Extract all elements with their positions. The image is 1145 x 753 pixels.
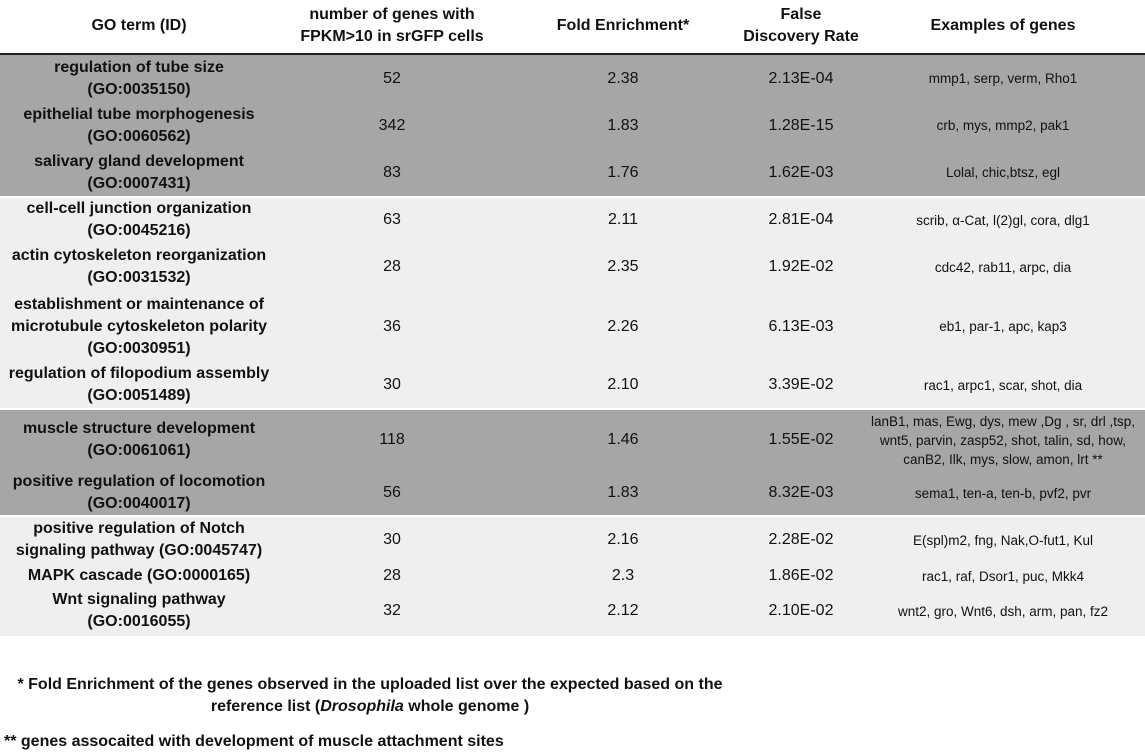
table-row xyxy=(0,197,1145,243)
table-header xyxy=(0,0,1145,52)
species-name: Drosophila xyxy=(320,698,404,715)
table-row xyxy=(0,362,1145,408)
go-term-cell: regulation of tube size (GO:0035150) xyxy=(54,58,224,98)
gene-count-cell: 28 xyxy=(383,567,401,584)
fold-enrichment-cell: 1.83 xyxy=(607,484,639,501)
fold-enrichment-cell: 2.11 xyxy=(608,211,638,228)
go-term-cell: salivary gland development (GO:0007431) xyxy=(34,152,244,192)
examples-cell: Lolal, chic,btsz, egl xyxy=(945,165,1061,180)
go-term-cell: regulation of filopodium assembly (GO:0051489) xyxy=(8,365,270,404)
header-examples: Examples of genes xyxy=(930,17,1076,34)
go-term-cell: epithelial tube morphogenesis (GO:0060562) xyxy=(23,105,255,145)
table-row xyxy=(0,149,1145,196)
gene-count-cell: 83 xyxy=(383,163,401,181)
table-row xyxy=(0,409,1145,471)
examples-cell: wnt2, gro, Wnt6, dsh, arm, pan, fz2 xyxy=(897,603,1109,619)
examples-cell: crb, mys, mmp2, pak1 xyxy=(936,118,1070,133)
fold-enrichment-cell: 1.76 xyxy=(607,163,639,181)
table-row xyxy=(0,471,1145,515)
examples-cell: scrib, α-Cat, l(2)gl, cora, dlg1 xyxy=(916,212,1090,228)
go-term-cell: Wnt signaling pathway (GO:0016055) xyxy=(52,591,226,630)
fold-enrichment-cell: 2.12 xyxy=(607,602,639,619)
gene-count-cell: 52 xyxy=(383,69,401,87)
gene-count-cell: 118 xyxy=(379,431,405,448)
go-term-cell: MAPK cascade (GO:0000165) xyxy=(27,567,251,584)
examples-cell: E(spl)m2, fng, Nak,O-fut1, Kul xyxy=(912,532,1094,548)
table-row xyxy=(0,102,1145,149)
header-fdr: False Discovery Rate xyxy=(743,6,859,45)
fdr-cell: 2.13E-04 xyxy=(768,69,834,87)
go-term-cell: positive regulation of Notch signaling pathway (GO:0045747) xyxy=(15,520,263,559)
gene-count-cell: 36 xyxy=(383,317,401,335)
table-row xyxy=(0,516,1145,564)
fold-enrichment-cell: 1.46 xyxy=(607,431,639,448)
header-fold-enrichment: Fold Enrichment* xyxy=(556,17,690,34)
fdr-cell: 1.28E-15 xyxy=(768,116,834,134)
go-term-cell: muscle structure development (GO:0061061) xyxy=(22,420,256,459)
table-row xyxy=(0,291,1145,362)
go-term-cell: actin cytoskeleton reorganization (GO:0031532) xyxy=(11,247,267,286)
gene-count-cell: 56 xyxy=(383,484,401,501)
fdr-cell: 2.28E-02 xyxy=(768,531,834,548)
gene-count-cell: 342 xyxy=(378,116,406,134)
examples-cell: cdc42, rab11, arpc, dia xyxy=(934,259,1072,275)
table-row xyxy=(0,564,1145,588)
fold-enrichment-cell: 2.16 xyxy=(607,531,639,548)
table-row xyxy=(0,55,1145,102)
fdr-cell: 1.92E-02 xyxy=(768,258,834,275)
fdr-cell: 8.32E-03 xyxy=(768,484,834,501)
header-go-term: GO term (ID) xyxy=(91,17,187,34)
fold-enrichment-cell: 2.38 xyxy=(607,69,639,87)
fdr-cell: 2.81E-04 xyxy=(768,211,834,228)
examples-cell: lanB1, mas, Ewg, dys, mew ,Dg , sr, drl ,tsp, wnt5, parvin, zasp52, shot, talin, sd, how, canB2, Ilk, mys, slow, amon, lrt ** xyxy=(870,413,1136,467)
examples-cell: mmp1, serp, verm, Rho1 xyxy=(928,71,1078,86)
go-term-cell: cell-cell junction organization (GO:0045216) xyxy=(26,200,252,239)
header-gene-count: number of genes with FPKM>10 in srGFP cells xyxy=(300,6,484,45)
examples-cell: sema1, ten-a, ten-b, pvf2, pvr xyxy=(914,485,1092,501)
footnote-fold-enrichment: * Fold Enrichment of the genes observed in the uploaded list over the expected based on the reference list (Drosophila whole genome ) xyxy=(17,676,723,715)
footnote-muscle-attachment: ** genes assocaited with development of muscle attachment sites xyxy=(4,733,504,750)
examples-cell: eb1, par-1, apc, kap3 xyxy=(939,319,1067,334)
fdr-cell: 1.86E-02 xyxy=(768,567,834,584)
go-term-cell: positive regulation of locomotion (GO:0040017) xyxy=(12,473,266,512)
fdr-cell: 1.62E-03 xyxy=(768,163,834,181)
examples-cell: rac1, arpc1, scar, shot, dia xyxy=(923,377,1083,393)
table-row xyxy=(0,243,1145,291)
fdr-cell: 3.39E-02 xyxy=(768,376,834,393)
examples-cell: rac1, raf, Dsor1, puc, Mkk4 xyxy=(921,568,1085,584)
gene-count-cell: 30 xyxy=(383,531,401,548)
gene-count-cell: 63 xyxy=(383,211,401,228)
fold-enrichment-cell: 2.3 xyxy=(611,567,635,584)
gene-count-cell: 30 xyxy=(383,376,401,393)
fdr-cell: 6.13E-03 xyxy=(768,317,834,335)
gene-count-cell: 28 xyxy=(383,258,401,275)
fdr-cell: 2.10E-02 xyxy=(768,602,834,619)
gene-count-cell: 32 xyxy=(383,602,401,619)
fdr-cell: 1.55E-02 xyxy=(768,431,834,448)
fold-enrichment-cell: 1.83 xyxy=(607,116,639,134)
fold-enrichment-cell: 2.35 xyxy=(607,258,639,275)
table-row xyxy=(0,588,1145,634)
fold-enrichment-cell: 2.10 xyxy=(607,376,639,393)
fold-enrichment-cell: 2.26 xyxy=(607,317,639,335)
go-term-cell: establishment or maintenance of microtubule cytoskeleton polarity (GO:0030951) xyxy=(10,295,268,357)
